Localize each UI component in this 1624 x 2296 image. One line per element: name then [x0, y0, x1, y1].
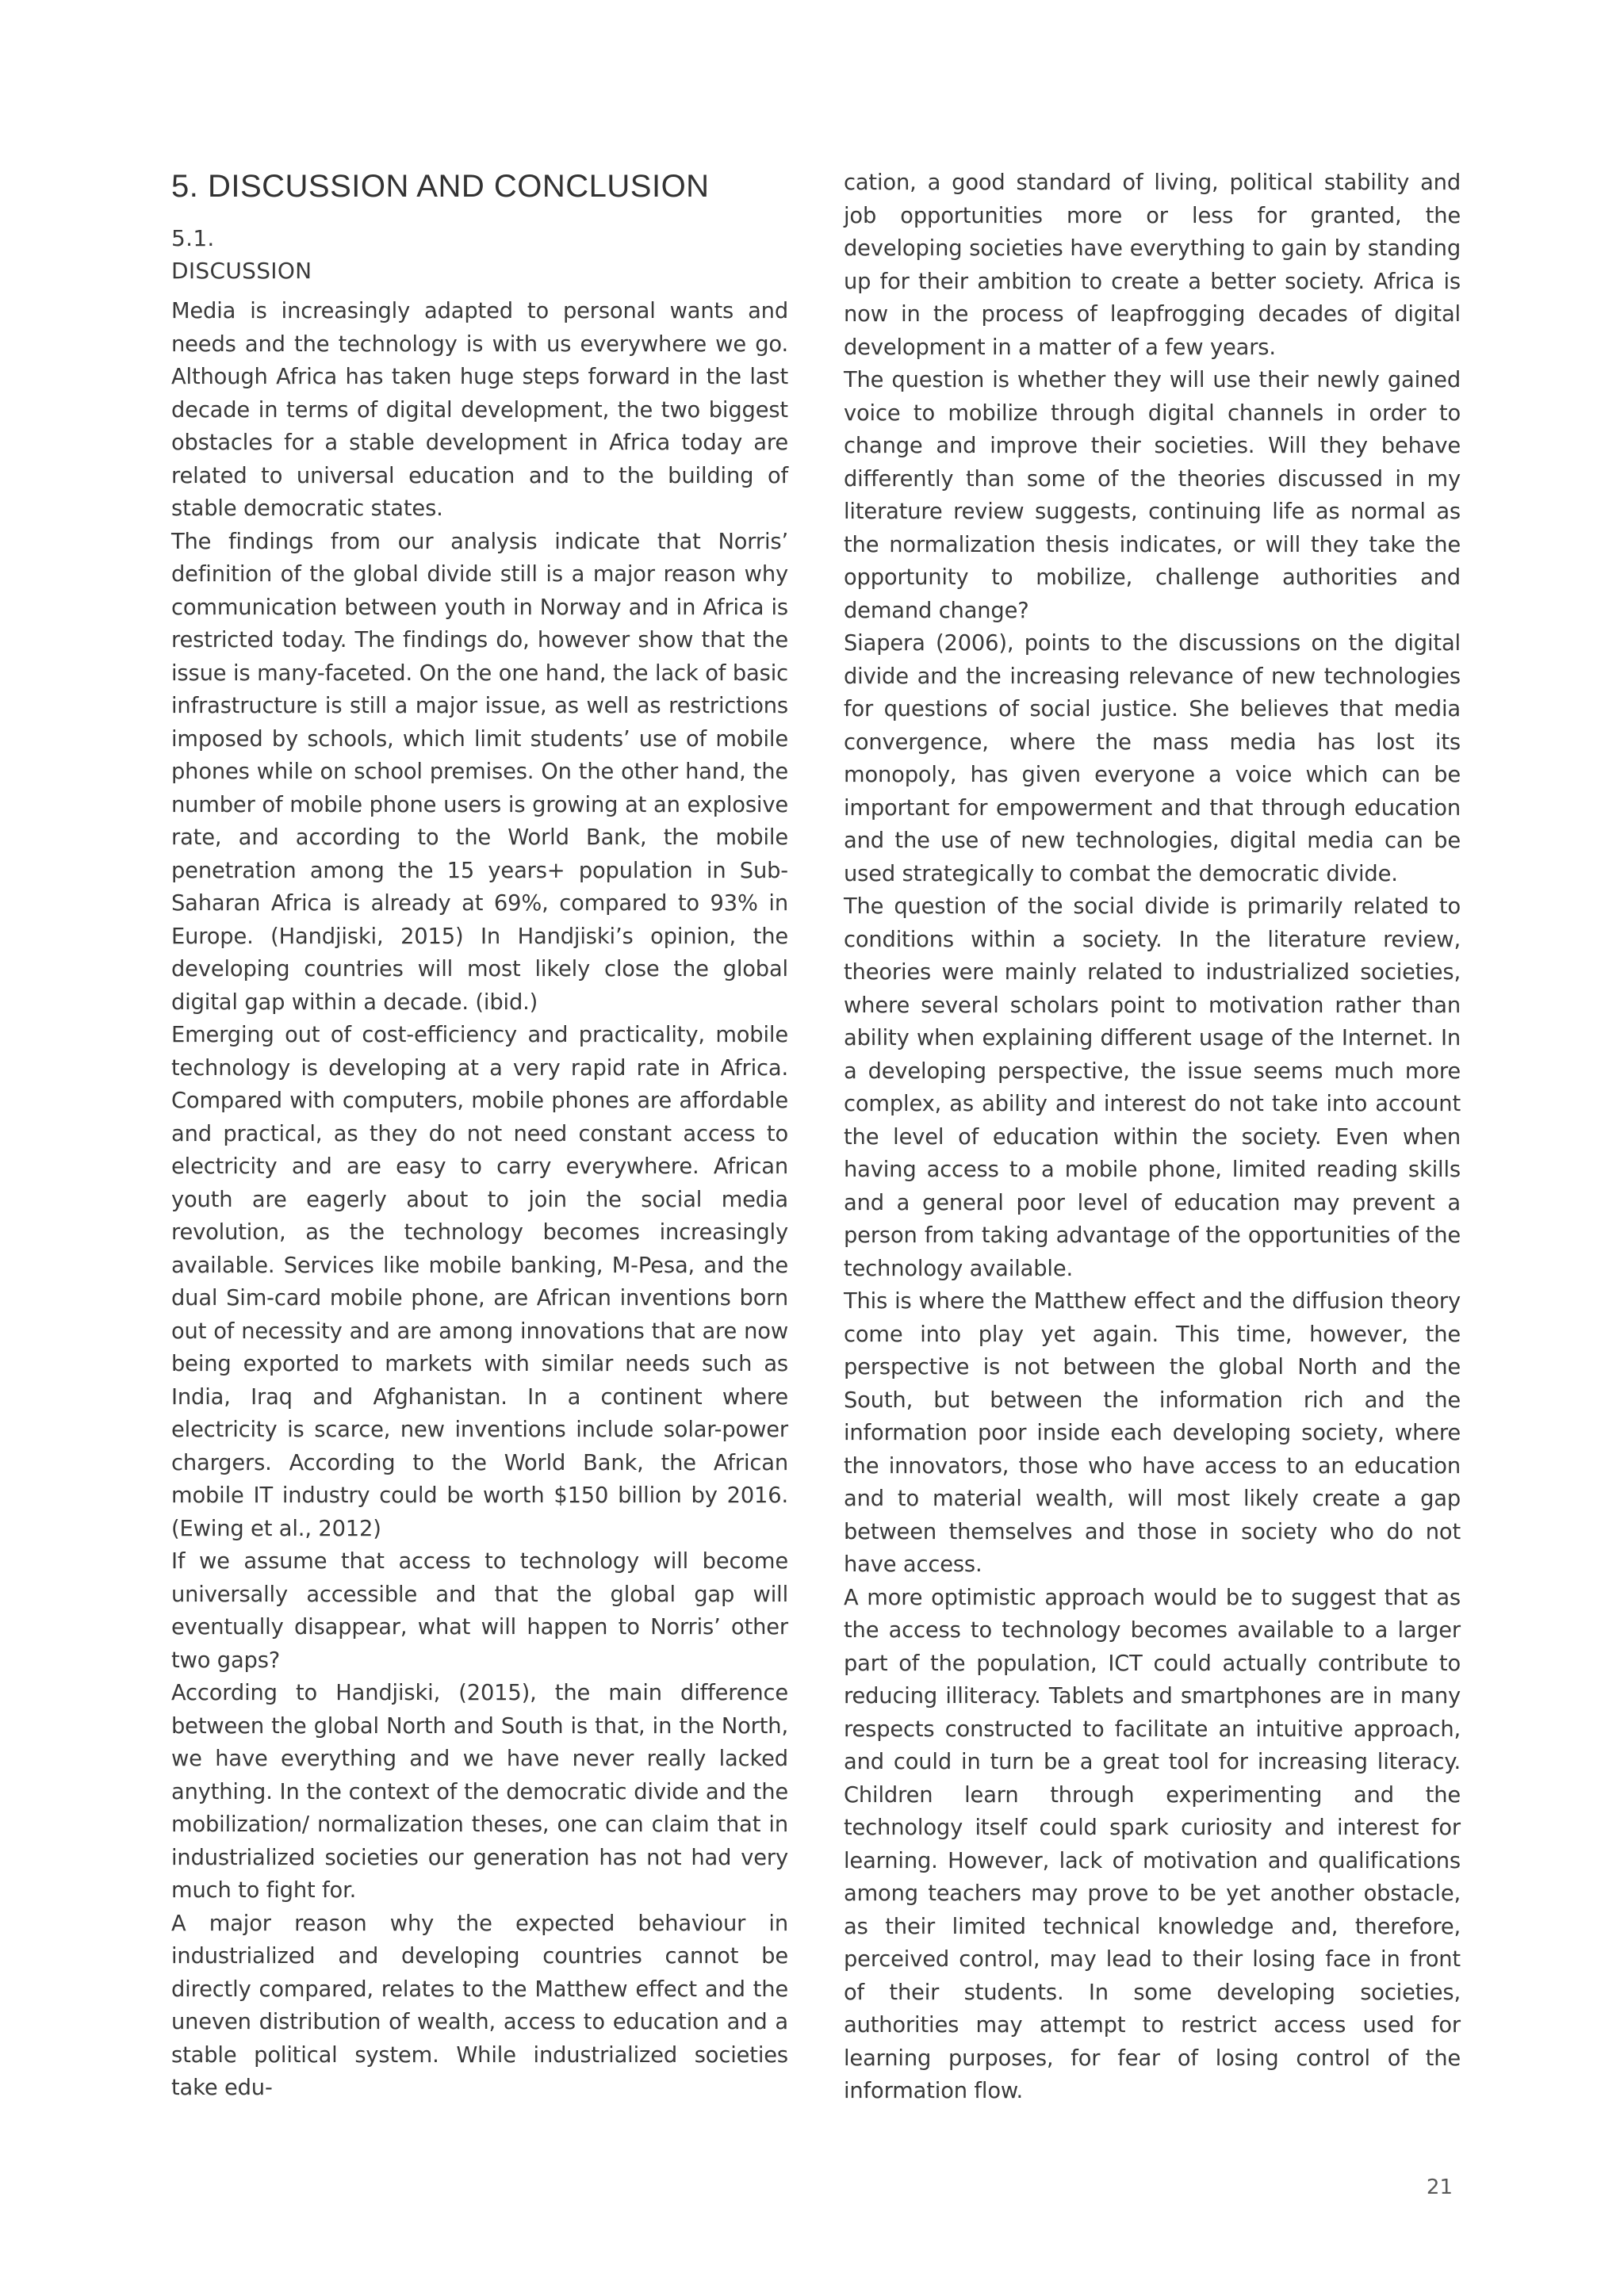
paragraph: A more optimistic approach would be to suggest that as the access to technology becomes available to a larger part of the population, ICT could actually contribute to reducing illiteracy. Tablets and smartphones are in many respects constructed to facilitate an intuitive approach, and could in turn be a great tool for increasing literacy. Children learn through experimenting and the technology itself could spark curiosity and interest for learning. However, lack of motivation and qualifications among teachers may prove to be yet another obstacle, as their limited technical knowledge and, therefore, perceived control, may lead to their losing face in front of their students. In some developing societies, authorities may attempt to restrict access used for learning purposes, for fear of losing control of the information flow.	[844, 1585, 1461, 2103]
section-number: 5.1.	[171, 225, 215, 251]
page-number: 21	[1426, 2175, 1453, 2199]
left-column	[171, 166, 788, 2105]
paragraph: According to Handjiski, (2015), the main difference between the global North and South is that, in the North, we have everything and we have never really lacked anything. In the context of the democratic divide and the mobilization/ normalization theses, one can claim that in industrialized societies our generation has not had very much to fight for.	[171, 1681, 788, 1903]
paragraph: Media is increasingly adapted to personal wants and needs and the technology is with us everywhere we go. Although Africa has taken huge steps forward in the last decade in terms of digital development, the two biggest obstacles for a stable development in Africa today are related to universal education and to the building of stable democratic states.	[171, 299, 788, 521]
paragraph: A major reason why the expected behaviour in industrialized and developing countries cannot be directly compared, relates to the Matthew effect and the uneven distribution of wealth, access to education and a stable political system. While industrialized societies take edu-	[171, 1911, 788, 2100]
paragraph: If we assume that access to technology will become universally accessible and that the global gap will eventually disappear, what will happen to Norris’ other two gaps?	[171, 1549, 788, 1673]
paragraph: The findings from our analysis indicate that Norris’ definition of the global divide still is a major reason why communication between youth in Norway and in Africa is restricted today. The findings do, however show that the issue is many-faceted. On the one hand, the lack of basic infrastructure is still a major issue, as well as restrictions imposed by schools, which limit students’ use of mobile phones while on school premises. On the other hand, the number of mobile phone users is growing at an explosive rate, and according to the World Bank, the mobile penetration among the 15 years+ population in Sub-Saharan Africa is already at 69%, compared to 93% in Europe. (Handjiski, 2015) In Handjiski’s opinion, the developing countries will most likely close the global digital gap within a decade. (ibid.)	[171, 529, 788, 1015]
chapter-title: 5. DISCUSSION AND CONCLUSION	[171, 169, 710, 204]
paragraph: This is where the Matthew effect and the diffusion theory come into play yet again. This time, however, the perspective is not between the global North and the South, but between the information rich and the information poor inside each developing society, where the innovators, those who have access to an education and to material wealth, will most likely create a gap between themselves and those in society who do not have access.	[844, 1289, 1461, 1577]
section-title: DISCUSSION	[171, 258, 312, 284]
paragraph: The question is whether they will use their newly gained voice to mobilize through digital channels in order to change and improve their societies. Will they behave differently than some of the theories discussed in my literature review suggests, continuing life as normal as the normalization thesis indicates, or will they take the opportunity to mobilize, challenge authorities and demand change?	[844, 368, 1461, 623]
right-column	[844, 166, 1461, 2108]
paragraph: Siapera (2006), points to the discussions on the digital divide and the increasing relevance of new technologies for questions of social justice. She believes that media convergence, where the mass media has lost its monopoly, has given everyone a voice which can be important for empowerment and that through education and the use of new technologies, digital media can be used strategically to combat the democratic divide.	[844, 631, 1461, 886]
paragraph: The question of the social divide is primarily related to conditions within a society. In the literature review, theories were mainly related to industrialized societies, where several scholars point to motivation rather than ability when explaining different usage of the Internet. In a developing perspective, the issue seems much more complex, as ability and interest do not take into account the level of education within the society. Even when having access to a mobile phone, limited reading skills and a general poor level of education may prevent a person from taking advantage of the opportunities of the technology available.	[844, 894, 1461, 1281]
paragraph: Emerging out of cost-efficiency and practicality, mobile technology is developing at a very rapid rate in Africa. Compared with computers, mobile phones are affordable and practical, as they do not need constant access to electricity and are easy to carry everywhere. African youth are eagerly about to join the social media revolution, as the technology becomes increasingly available. Services like mobile banking, M-Pesa, and the dual Sim-card mobile phone, are African inventions born out of necessity and are among innovations that are now being exported to markets with similar needs such as India, Iraq and Afghanistan. In a continent where electricity is scarce, new inventions include solar-power chargers. According to the World Bank, the African mobile IT industry could be worth $150 billion by 2016. (Ewing et al., 2012)	[171, 1023, 788, 1541]
paragraph: cation, a good standard of living, political stability and job opportunities more or less for granted, the developing societies have everything to gain by standing up for their ambition to create a better society. Africa is now in the process of leapfrogging decades of digital development in a matter of a few years.	[844, 170, 1461, 360]
